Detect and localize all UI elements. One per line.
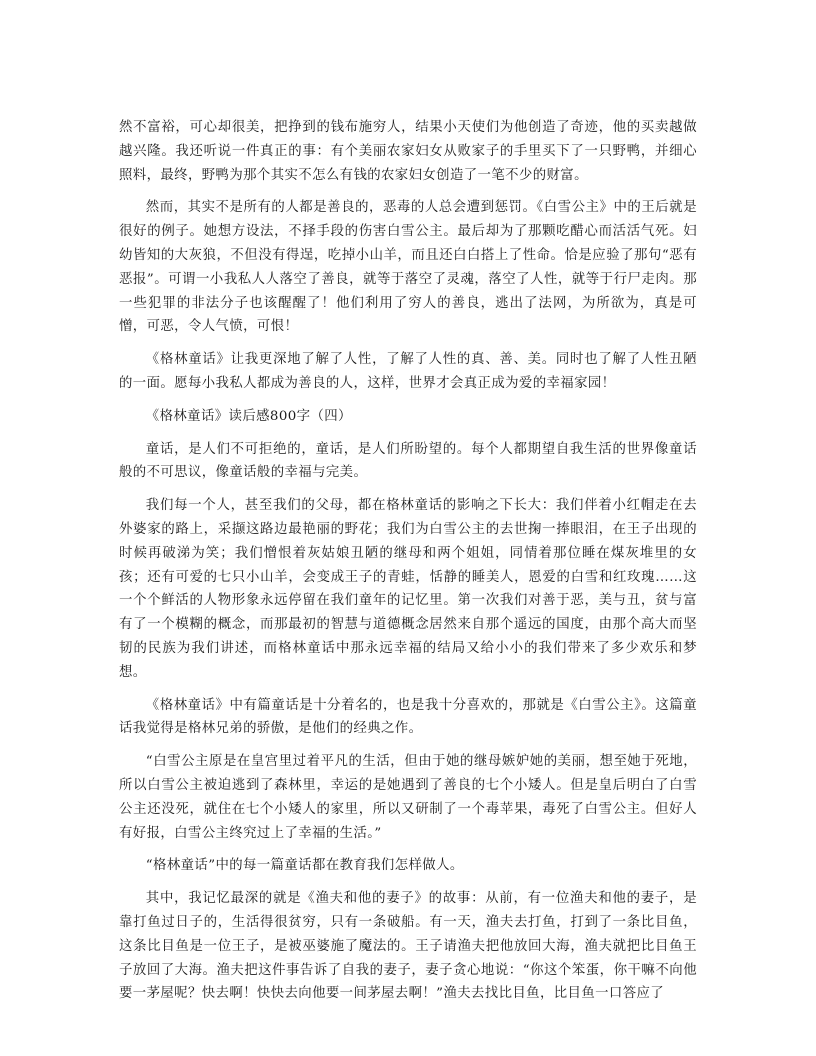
paragraph-fairy-tales-intro: 童话，是人们不可拒绝的，童话，是人们所盼望的。每个人都期望自我生活的世界像童话般的不可思议，像童话般的幸福与完美。 [119, 441, 697, 481]
section-heading: 《格林童话》读后感800字（四） [145, 408, 352, 424]
paragraph-human-nature: 《格林童话》让我更深地了解了人性，了解了人性的真、善、美。同时也了解了人性丑陋的一面。愿每小我私人都成为善良的人，这样，世界才会真正成为爱的幸福家园！ [119, 352, 697, 391]
paragraph-snow-white-intro: 《格林童话》中有篇童话是十分着名的，也是我十分喜欢的，那就是《白雪公主》。这篇童话我觉得是格林兄弟的骄傲，是他们的经典之作。 [119, 697, 697, 737]
paragraph-continuation: 然不富裕，可心却很美，把挣到的钱布施穷人，结果小天使们为他创造了奇迹，他的买卖越做越兴隆。我还听说一件真正的事：有个美丽农家妇女从败家子的手里买下了一只野鸭，并细心照料，最终，野鸭为那个其实不怎么有钱的农家妇女创造了一笔不少的财富。 [119, 120, 697, 183]
paragraph-evil-punished: 然而，其实不是所有的人都是善良的，恶毒的人总会遭到惩罚。《白雪公主》中的王后就是很好的例子。她想方设法，不择手段的伤害白雪公主。最后却为了那颗吃醋心而活活气死。妇幼皆知的大灰狼，不但没有得逞，吃掉小山羊，而且还白白搭上了性命。恰是应验了那句“恶有恶报”。可谓一小我私人人落空了善良，就等于落空了灵魂，落空了人性，就等于行尸走肉。那一些犯罪的非法分子也该醒醒了！他们利用了穷人的善良，逃出了法网，为所欲为，真是可憎，可恶，令人气愤，可恨！ [119, 200, 697, 335]
paragraph-teaching: “格林童话”中的每一篇童话都在教育我们怎样做人。 [145, 858, 464, 874]
paragraph-snow-white-quote: “白雪公主原是在皇宫里过着平凡的生活，但由于她的继母嫉妒她的美丽，想至她于死地，所以白雪公主被迫逃到了森林里，幸运的是她遇到了善良的七个小矮人。但是皇后明白了白雪公主还没死，就住在七个小矮人的家里，所以又研制了一个毒苹果，毒死了白雪公主。但好人有好报，白雪公主终究过上了幸福的生活。” [119, 754, 697, 841]
paragraph-fisherman-story: 其中，我记忆最深的就是《渔夫和他的妻子》的故事：从前，有一位渔夫和他的妻子，是靠打鱼过日子的，生活得很贫穷，只有一条破船。有一天，渔夫去打鱼，打到了一条比目鱼，这条比目鱼是一位王子，是被巫婆施了魔法的。王子请渔夫把他放回大海，渔夫就把比目鱼王子放回了大海。渔夫把这件事告诉了自我的妻子，妻子贪心地说：“你这个笨蛋，你干嘛不向他要一茅屋呢？快去啊！快快去向他要一间茅屋去啊！”渔夫去找比目鱼，比目鱼一口答应了 [119, 891, 697, 1002]
document-page [119, 116, 697, 1006]
paragraph-childhood-memories: 我们每一个人，甚至我们的父母，都在格林童话的影响之下长大：我们伴着小红帽走在去外婆家的路上，采撷这路边最艳丽的野花；我们为白雪公主的去世掬一捧眼泪，在王子出现的时候再破涕为笑；我们憎恨着灰姑娘丑陋的继母和两个姐姐，同情着那位睡在煤灰堆里的女孩；还有可爱的七只小山羊，会变成王子的青蛙，恬静的睡美人，恩爱的白雪和红玫瑰……这一个个鲜活的人物形象永远停留在我们童年的记忆里。第一次我们对善于恶，美与丑，贫与富有了一个模糊的概念，而那最初的智慧与道德概念居然来自那个遥远的国度，由那个高大而坚韧的民族为我们讲述，而格林童话中那永远幸福的结局又给小小的我们带来了多少欢乐和梦想。 [119, 498, 697, 680]
